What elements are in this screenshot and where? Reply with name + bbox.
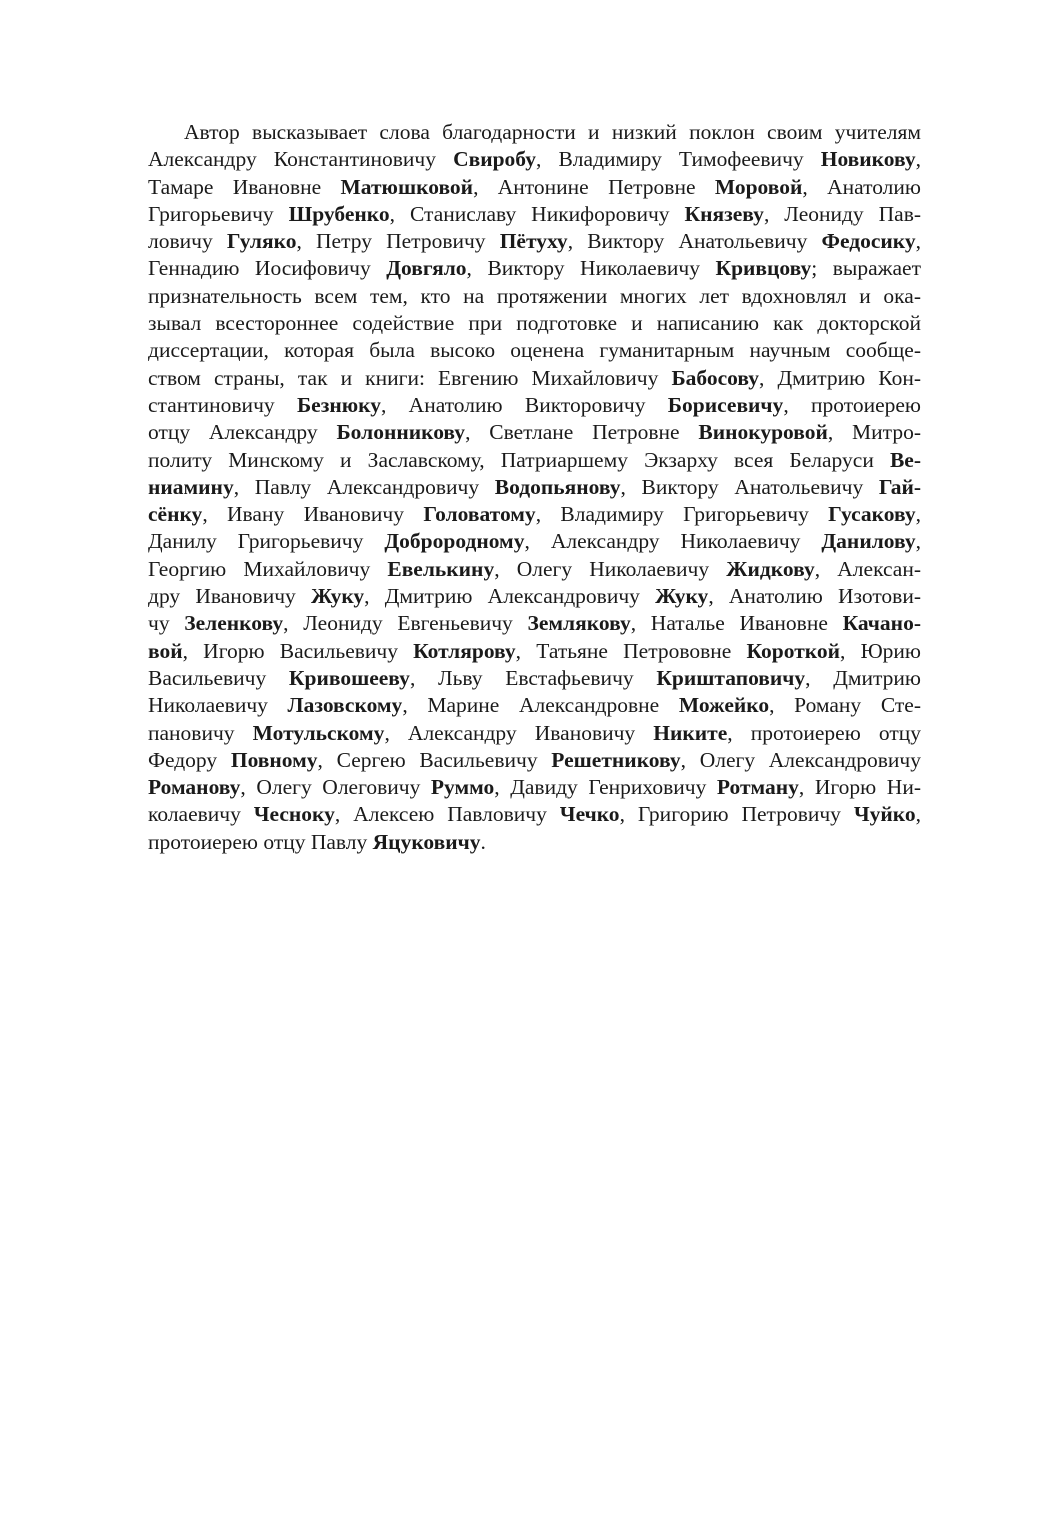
text-segment: , Антонине Петровне	[473, 174, 715, 199]
text-segment: , Леониду Евгеньевичу	[283, 611, 528, 636]
text-line	[148, 583, 921, 610]
text-segment: , Виктору Анатольевичу	[620, 474, 879, 499]
text-segment: Геннадию Иосифовичу	[148, 256, 387, 281]
person-name: Кривцову	[715, 256, 812, 281]
person-name: Безнюку	[296, 392, 381, 417]
text-line	[148, 474, 921, 501]
person-name: Гай-	[878, 474, 922, 499]
text-segment: , Олегу Александровичу	[680, 747, 921, 772]
person-name: Головатому	[423, 502, 536, 527]
person-name: Зеленкову	[184, 611, 284, 636]
text-segment: , Григорию Петровичу	[619, 802, 854, 827]
person-name: Ве-	[889, 447, 921, 472]
text-segment: Николаевичу	[148, 693, 288, 718]
text-line	[148, 747, 921, 774]
person-name: Криштаповичу	[656, 665, 806, 690]
text-segment: , протоиерею отцу	[727, 720, 921, 745]
text-line	[148, 501, 921, 528]
text-segment: Федору	[148, 747, 231, 772]
person-name: Чесноку	[253, 802, 335, 827]
person-name: сёнку	[148, 502, 203, 527]
person-name: Пётуху	[499, 229, 568, 254]
text-segment: , Ивану Ивановичу	[202, 502, 424, 527]
text-segment: стантиновичу	[148, 392, 297, 417]
person-name: Борисевичу	[667, 392, 784, 417]
text-segment: , Сергею Васильевичу	[317, 747, 552, 772]
text-segment: , Наталье Ивановне	[630, 611, 843, 636]
text-segment: , Татьяне Петрововне	[515, 638, 747, 663]
person-name: Руммо	[430, 775, 495, 800]
person-name: Чечко	[559, 802, 620, 827]
person-name: Решетникову	[551, 747, 681, 772]
text-segment: , Леониду Пав-	[763, 201, 922, 226]
text-segment: , Анатолию	[802, 174, 921, 199]
text-segment: , Роману Сте-	[769, 693, 921, 718]
text-segment: , Алексан-	[814, 556, 921, 581]
person-name: Доброродному	[384, 529, 525, 554]
person-name: Лазовскому	[287, 693, 403, 718]
text-segment: отцу Александру	[148, 420, 337, 445]
person-name: Водопьянову	[494, 474, 621, 499]
person-name: вой	[148, 638, 183, 663]
person-name: Винокуровой	[698, 420, 828, 445]
text-segment: признательность всем тем, кто на протяжении многих лет вдохновлял и ока-	[148, 283, 921, 308]
text-line	[148, 228, 921, 255]
text-segment: ,	[915, 229, 921, 254]
person-name: Кривошееву	[288, 665, 410, 690]
text-segment: , протоиерею	[783, 392, 921, 417]
person-name: Качано-	[842, 611, 921, 636]
text-line	[148, 774, 921, 801]
text-segment: , Светлане Петровне	[465, 420, 699, 445]
text-line	[148, 692, 921, 719]
text-segment: , Дмитрию Кон-	[759, 365, 921, 390]
person-name: Жуку	[310, 584, 365, 609]
text-segment: ; выражает	[811, 256, 921, 281]
text-line	[148, 801, 921, 828]
text-segment: , Дмитрию	[805, 665, 921, 690]
person-name: Ротману	[716, 775, 799, 800]
text-line	[148, 337, 921, 364]
person-name: Моровой	[714, 174, 803, 199]
text-segment: Георгию Михайловичу	[148, 556, 388, 581]
person-name: ниамину	[148, 474, 234, 499]
text-segment: ,	[915, 529, 921, 554]
person-name: Болонникову	[336, 420, 466, 445]
person-name: Гусакову	[828, 502, 916, 527]
text-line	[148, 174, 921, 201]
text-segment: , Петру Петровичу	[296, 229, 500, 254]
text-segment: , Льву Евстафьевичу	[409, 665, 657, 690]
text-segment: ством страны, так и книги: Евгению Михайловичу	[148, 365, 672, 390]
text-line	[148, 201, 921, 228]
text-segment: , Анатолию Викторовичу	[381, 392, 668, 417]
person-name: Данилову	[821, 529, 916, 554]
text-segment: Автор высказывает слова благодарности и низкий поклон своим учителям	[184, 120, 921, 144]
person-name: Шрубенко	[288, 201, 390, 226]
text-segment: ловичу	[148, 229, 227, 254]
person-name: Жуку	[655, 584, 709, 609]
text-line	[148, 255, 921, 282]
text-segment: пановичу	[148, 720, 253, 745]
text-segment: ,	[915, 802, 921, 827]
text-line	[148, 119, 921, 146]
person-name: Мотульскому	[252, 720, 385, 745]
person-name: Можейко	[678, 693, 770, 718]
person-name: Землякову	[527, 611, 631, 636]
text-line	[148, 556, 921, 583]
text-segment: , Александру Ивановичу	[384, 720, 654, 745]
person-name: Жидкову	[726, 556, 815, 581]
person-name: Матюшковой	[340, 174, 474, 199]
text-segment: , Игорю Васильевичу	[182, 638, 414, 663]
text-segment: , Митро-	[827, 420, 921, 445]
text-line	[148, 447, 921, 474]
text-segment: , Александру Николаевичу	[524, 529, 822, 554]
text-segment: , Олегу Николаевичу	[494, 556, 727, 581]
text-segment: , Анатолию Изотови-	[708, 584, 921, 609]
text-segment: , Владимиру Григорьевичу	[535, 502, 829, 527]
text-line	[148, 665, 921, 692]
text-line	[148, 283, 921, 310]
text-segment: .	[480, 829, 486, 854]
person-name: Гуляко	[226, 229, 297, 254]
text-segment: ,	[915, 502, 921, 527]
text-segment: , Дмитрию Александровичу	[364, 584, 656, 609]
person-name: Довгяло	[386, 256, 467, 281]
text-line	[148, 720, 921, 747]
text-segment: Тамаре Ивановне	[148, 174, 341, 199]
person-name: Бабосову	[671, 365, 760, 390]
text-line	[148, 310, 921, 337]
text-line	[148, 419, 921, 446]
text-segment: , Олегу Олеговичу	[240, 775, 431, 800]
text-line	[148, 528, 921, 555]
text-segment: , Павлу Александровичу	[233, 474, 495, 499]
text-segment: колаевичу	[148, 802, 254, 827]
text-segment: политу Минскому и Заславскому, Патриаршему Экзарху всея Беларуси	[148, 447, 890, 472]
text-segment: , Марине Александровне	[402, 693, 679, 718]
person-name: Яцуковичу	[372, 829, 481, 854]
person-name: Романову	[148, 775, 241, 800]
text-segment: дру Ивановичу	[148, 584, 311, 609]
person-name: Свиробу	[453, 147, 536, 172]
text-line	[148, 392, 921, 419]
text-segment: , Юрию	[840, 638, 921, 663]
text-line	[148, 638, 921, 665]
text-segment: протоиерею отцу Павлу	[148, 829, 373, 854]
text-segment: Васильевичу	[148, 665, 289, 690]
text-segment: Григорьевичу	[148, 201, 289, 226]
text-segment: , Давиду Генриховичу	[494, 775, 717, 800]
acknowledgement-paragraph	[148, 119, 921, 856]
text-segment: , Владимиру Тимофеевичу	[535, 147, 821, 172]
text-segment: , Виктору Анатольевичу	[567, 229, 822, 254]
person-name: Котлярову	[413, 638, 516, 663]
person-name: Новикову	[820, 147, 916, 172]
text-segment: диссертации, которая была высоко оценена гуманитарным научным сообще-	[148, 338, 921, 363]
text-segment: , Виктору Николаевичу	[466, 256, 716, 281]
text-segment: чу	[148, 611, 185, 636]
person-name: Евелькину	[387, 556, 495, 581]
text-segment: Данилу Григорьевичу	[148, 529, 385, 554]
text-segment: , Игорю Ни-	[798, 775, 921, 800]
text-line	[148, 365, 921, 392]
person-name: Князеву	[684, 201, 764, 226]
text-segment: , Алексею Павловичу	[334, 802, 560, 827]
person-name: Федосику	[821, 229, 916, 254]
text-segment: Александру Константиновичу	[148, 147, 454, 172]
text-segment: зывал всестороннее содействие при подготовке и написанию как докторской	[148, 311, 921, 336]
person-name: Короткой	[746, 638, 841, 663]
person-name: Никите	[653, 720, 728, 745]
text-line	[148, 146, 921, 173]
text-segment: ,	[915, 147, 921, 172]
person-name: Повному	[230, 747, 318, 772]
person-name: Чуйко	[853, 802, 916, 827]
text-line	[148, 829, 921, 856]
text-line	[148, 610, 921, 637]
text-segment: , Станиславу Никифоровичу	[389, 201, 685, 226]
